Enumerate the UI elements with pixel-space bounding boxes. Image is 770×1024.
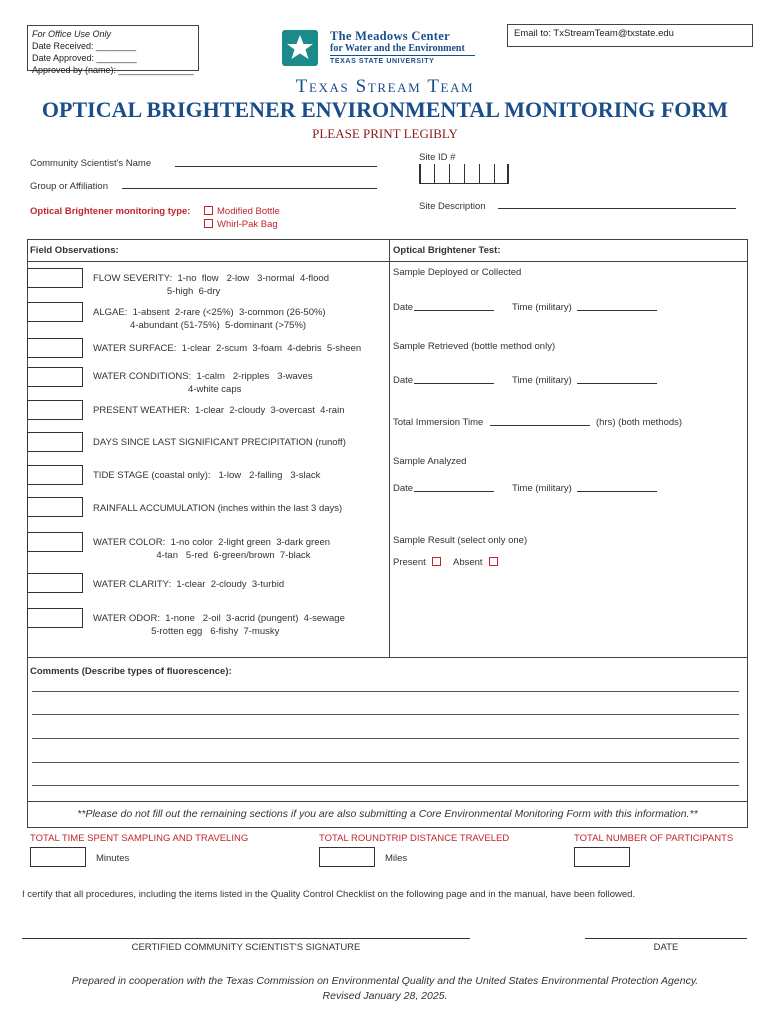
absent-option[interactable] [453, 557, 502, 568]
meadows-star-logo-icon [282, 30, 318, 66]
date-approved-field: Date Approved: ________ [32, 53, 137, 63]
deployed-date-input[interactable] [414, 310, 494, 311]
whirl-pak-option[interactable] [204, 219, 278, 230]
sample-retrieved-label: Sample Retrieved (bottle method only) [393, 341, 556, 352]
retrieved-date-label: Date [393, 375, 414, 386]
deployed-date-label: Date [393, 302, 414, 313]
present-checkbox[interactable] [432, 557, 441, 566]
water-odor-label: WATER ODOR: 1-none 2-oil 3-acrid (pungent) 4-sewage 5-rotten egg 6-fishy 7-musky [93, 613, 345, 637]
group-label: Group or Affiliation [30, 181, 108, 192]
immersion-time-label: Total Immersion Time [393, 417, 484, 428]
team-title: Texas Stream Team [295, 76, 475, 97]
site-id-label: Site ID # [419, 152, 456, 163]
email-box: Email to: TxStreamTeam@txstate.edu [507, 24, 753, 47]
date-input[interactable] [585, 938, 747, 939]
days-since-precipitation-input[interactable] [27, 432, 83, 452]
water-color-label: WATER COLOR: 1-no color 2-light green 3-dark green 4-tan 5-red 6-green/brown 7-black [93, 537, 331, 561]
approved-by-field: Approved by (name): _______________ [32, 65, 194, 75]
date-label: DATE [653, 942, 679, 953]
algae-label: ALGAE: 1-absent 2-rare (<25%) 3-common (26-50%) 4-abundant (51-75%) 5-dominant (>75%) [93, 307, 326, 331]
logo-title: The Meadows Center [330, 29, 450, 43]
date-received-field: Date Received: ________ [32, 41, 137, 51]
minutes-label: Minutes [96, 853, 130, 864]
water-surface-input[interactable] [27, 338, 83, 358]
footer [0, 974, 770, 1004]
analyzed-time-label: Time (military) [512, 483, 572, 494]
modified-bottle-label: Modified Bottle [217, 206, 280, 217]
present-label: Present [393, 557, 426, 568]
whirl-pak-checkbox[interactable] [204, 219, 213, 228]
water-surface-label: WATER SURFACE: 1-clear 2-scum 3-foam 4-debris 5-sheen [93, 343, 362, 354]
comment-line[interactable] [32, 785, 739, 786]
flow-severity-input[interactable] [27, 268, 83, 288]
total-time-label: TOTAL TIME SPENT SAMPLING AND TRAVELING [30, 833, 249, 844]
instruction-note: **Please do not fill out the remaining sections if you are also submitting a Core Environmental Monitoring Form with this information.** [27, 802, 748, 828]
sample-deployed-label: Sample Deployed or Collected [393, 267, 522, 278]
logo-subtitle: for Water and the Environment [330, 43, 465, 54]
whirl-pak-label: Whirl-Pak Bag [217, 219, 278, 230]
retrieved-time-label: Time (military) [512, 375, 572, 386]
table-divider [389, 239, 390, 658]
footer-revised: Revised January 28, 2025. [322, 990, 448, 1002]
footer-prepared: Prepared in cooperation with the Texas Commission on Environmental Quality and the United States Environmental Protection Agency. [71, 975, 699, 987]
modified-bottle-option[interactable] [204, 206, 280, 217]
comment-line[interactable] [32, 691, 739, 692]
algae-input[interactable] [27, 302, 83, 322]
comments-label: Comments (Describe types of fluorescence): [30, 666, 232, 677]
total-participants-label: TOTAL NUMBER OF PARTICIPANTS [574, 833, 734, 844]
days-since-precipitation-label: DAYS SINCE LAST SIGNIFICANT PRECIPITATION (runoff) [93, 437, 346, 448]
absent-label: Absent [453, 557, 483, 568]
sample-result-label: Sample Result (select only one) [393, 535, 528, 546]
tide-stage-input[interactable] [27, 465, 83, 485]
field-observations-header: Field Observations: [30, 245, 119, 256]
certification-statement: I certify that all procedures, including the items listed in the Quality Control Checklist on the following page and in the manual, have been followed. [22, 889, 636, 900]
immersion-unit-label: (hrs) (both methods) [596, 417, 683, 428]
office-use-box [27, 25, 199, 75]
analyzed-date-label: Date [393, 483, 414, 494]
site-description-label: Site Description [419, 201, 486, 212]
modified-bottle-checkbox[interactable] [204, 206, 213, 215]
analyzed-date-input[interactable] [414, 491, 494, 492]
signature-input[interactable] [22, 938, 470, 939]
table-header-divider [27, 261, 748, 262]
water-conditions-label: WATER CONDITIONS: 1-calm 2-ripples 3-waves 4-white caps [93, 371, 313, 395]
scientist-name-input[interactable] [175, 166, 377, 167]
comment-line[interactable] [32, 714, 739, 715]
water-clarity-label: WATER CLARITY: 1-clear 2-cloudy 3-turbid [93, 579, 285, 590]
logo-divider [330, 55, 475, 56]
optical-test-header: Optical Brightener Test: [393, 245, 501, 256]
deployed-time-input[interactable] [577, 310, 657, 311]
scientist-name-label: Community Scientist's Name [30, 158, 152, 169]
present-option[interactable] [393, 557, 445, 568]
absent-checkbox[interactable] [489, 557, 498, 566]
monitoring-type-label: Optical Brightener monitoring type: [30, 206, 191, 217]
present-weather-label: PRESENT WEATHER: 1-clear 2-cloudy 3-overcast 4-rain [93, 405, 345, 416]
rainfall-accumulation-label: RAINFALL ACCUMULATION (inches within the last 3 days) [93, 503, 343, 514]
signature-label: CERTIFIED COMMUNITY SCIENTIST'S SIGNATURE [131, 942, 361, 953]
rainfall-accumulation-input[interactable] [27, 497, 83, 517]
water-conditions-input[interactable] [27, 367, 83, 387]
analyzed-time-input[interactable] [577, 491, 657, 492]
comment-line[interactable] [32, 762, 739, 763]
logo-university: TEXAS STATE UNIVERSITY [330, 58, 435, 65]
sample-analyzed-label: Sample Analyzed [393, 456, 467, 467]
tide-stage-label: TIDE STAGE (coastal only): 1-low 2-falling 3-slack [93, 470, 321, 481]
total-distance-input[interactable] [319, 847, 375, 867]
total-distance-label: TOTAL ROUNDTRIP DISTANCE TRAVELED [319, 833, 510, 844]
flow-severity-label: FLOW SEVERITY: 1-no flow 2-low 3-normal 4-flood 5-high 6-dry [93, 273, 329, 297]
retrieved-time-input[interactable] [577, 383, 657, 384]
water-color-input[interactable] [27, 532, 83, 552]
water-clarity-input[interactable] [27, 573, 83, 593]
group-input[interactable] [122, 188, 377, 189]
present-weather-input[interactable] [27, 400, 83, 420]
miles-label: Miles [385, 853, 408, 864]
retrieved-date-input[interactable] [414, 383, 494, 384]
total-participants-input[interactable] [574, 847, 630, 867]
site-id-input[interactable] [419, 164, 508, 184]
office-use-title: For Office Use Only [32, 29, 112, 39]
deployed-time-label: Time (military) [512, 302, 572, 313]
water-odor-input[interactable] [27, 608, 83, 628]
site-description-input[interactable] [498, 208, 736, 209]
print-legibly: PLEASE PRINT LEGIBLY [312, 126, 458, 141]
comment-line[interactable] [32, 738, 739, 739]
form-title: OPTICAL BRIGHTENER ENVIRONMENTAL MONITORING FORM [41, 97, 729, 122]
comments-box [27, 658, 748, 802]
immersion-time-input[interactable] [490, 425, 590, 426]
total-time-input[interactable] [30, 847, 86, 867]
